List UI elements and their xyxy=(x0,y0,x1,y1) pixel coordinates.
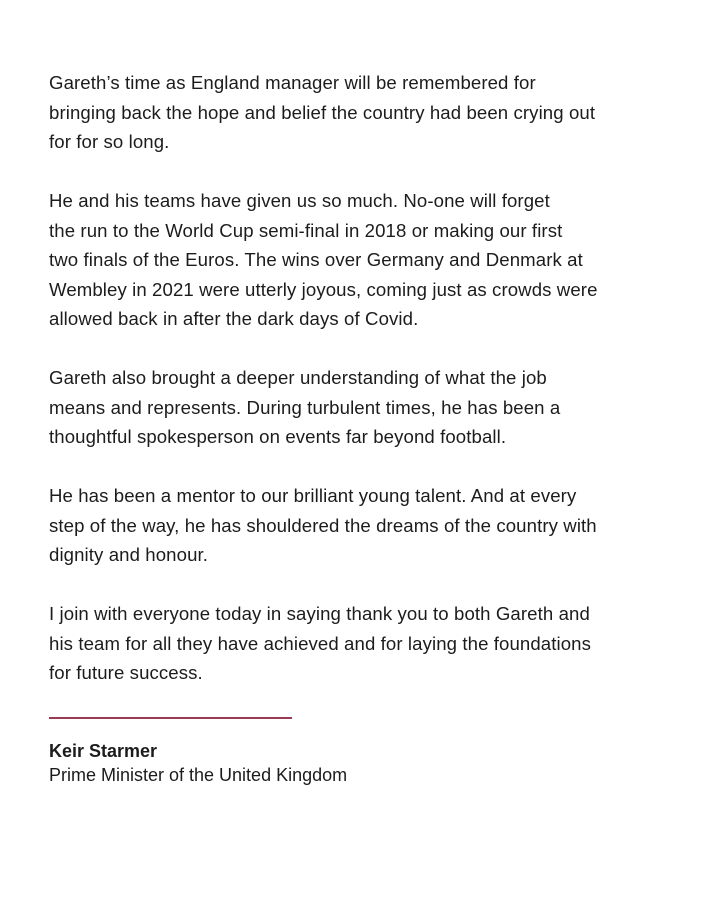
paragraph-line: Wembley in 2021 were utterly joyous, coming just as crowds were xyxy=(49,278,598,300)
paragraph-line: bringing back the hope and belief the country had been crying out xyxy=(49,101,596,123)
paragraph-3 xyxy=(49,363,680,452)
paragraph-line: Gareth’s time as England manager will be remembered for xyxy=(49,72,536,93)
paragraph-line: He and his teams have given us so much. No-one will forget xyxy=(49,190,550,211)
paragraph-line: thoughtful spokesperson on events far beyond football. xyxy=(49,426,507,447)
paragraph-line: for for so long. xyxy=(49,131,170,152)
paragraph-2 xyxy=(49,186,680,334)
paragraph-line: Gareth also brought a deeper understanding of what the job xyxy=(49,367,547,388)
paragraph-4 xyxy=(49,481,680,570)
paragraph-line: the run to the World Cup semi-final in 2018 or making our first xyxy=(49,219,563,241)
paragraph-line: I join with everyone today in saying thank you to both Gareth and xyxy=(49,603,590,624)
paragraph-line: for future success. xyxy=(49,662,203,683)
paragraph-line: dignity and honour. xyxy=(49,544,209,565)
signatory-name: Keir Starmer xyxy=(49,741,158,761)
paragraph-line: He has been a mentor to our brilliant young talent. And at every xyxy=(49,485,577,506)
paragraph-line: allowed back in after the dark days of Covid. xyxy=(49,308,419,329)
paragraph-line: means and represents. During turbulent times, he has been a xyxy=(49,396,561,418)
signature-divider xyxy=(49,717,292,719)
paragraph-line: step of the way, he has shouldered the dreams of the country with xyxy=(49,514,597,536)
paragraph-line: two finals of the Euros. The wins over Germany and Denmark at xyxy=(49,249,583,270)
paragraph-1 xyxy=(49,68,680,157)
paragraph-line: his team for all they have achieved and for laying the foundations xyxy=(49,632,592,654)
paragraph-5 xyxy=(49,599,680,688)
signatory-title: Prime Minister of the United Kingdom xyxy=(49,765,348,785)
